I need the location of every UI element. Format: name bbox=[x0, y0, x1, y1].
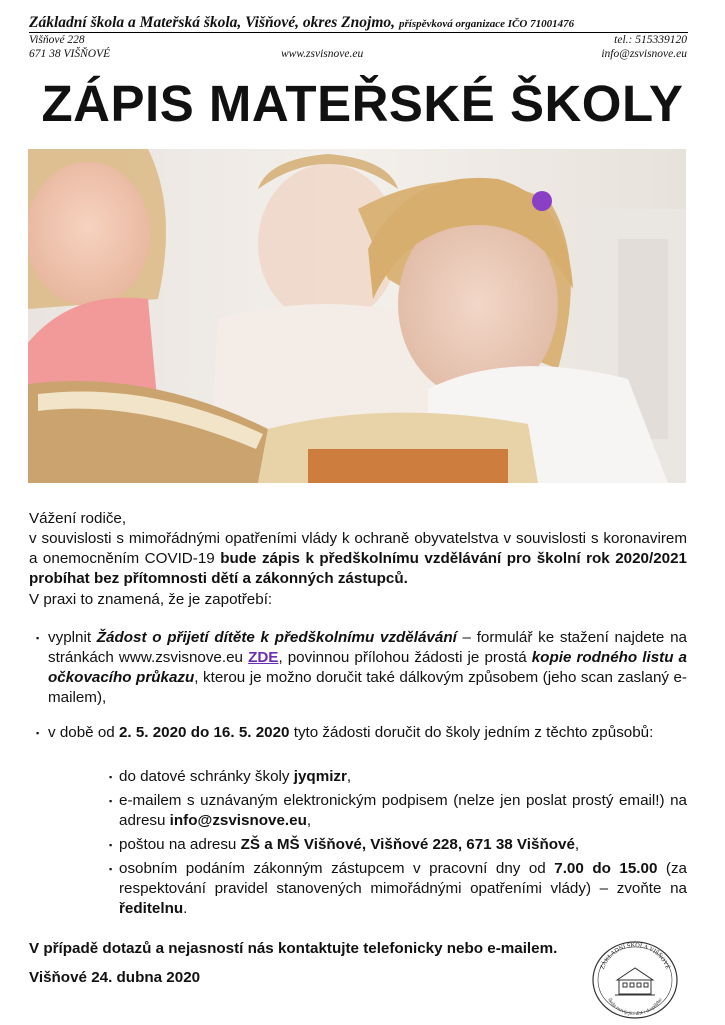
bullet-marker: ▪ bbox=[36, 633, 40, 643]
school-name bbox=[29, 14, 574, 32]
method4-text: osobním podáním zákonným zástupcem v pracovní dny od bbox=[119, 860, 555, 877]
address-line-1: Višňové 228 bbox=[29, 34, 85, 46]
practice-line bbox=[29, 590, 687, 610]
method-data-box bbox=[109, 767, 687, 787]
method4-text-2: (za respektování pravidel stanovených mimořádnými opatřeními vlády) – zvoňte na bbox=[119, 860, 687, 897]
phone-number: tel.: 515339120 bbox=[614, 34, 687, 46]
method1-text: do datové schránky školy bbox=[119, 768, 294, 785]
page-title: ZÁPIS MATEŘSKÉ ŠKOLY bbox=[41, 75, 684, 132]
download-link[interactable]: ZDE bbox=[248, 649, 279, 666]
headmaster-office: ředitelnu bbox=[119, 900, 184, 917]
greeting bbox=[29, 509, 687, 529]
bullet2-text-1: v době od bbox=[48, 724, 119, 741]
required-attachment: kopie rodného listu a očkovacího průkazu bbox=[48, 649, 687, 686]
bullet1-text-4: , kterou je možno doručit také dálkovým způsobem (jeho scan zaslaný e-mailem), bbox=[48, 669, 687, 706]
bullet2-text-2: tyto žádosti doručit do školy jedním z těchto způsobů: bbox=[289, 724, 654, 741]
closing-note: V případě dotazů a nejasností nás kontaktujte telefonicky nebo e-mailem. bbox=[29, 940, 558, 957]
method3-text: poštou na adresu bbox=[119, 836, 241, 853]
school-email[interactable]: info@zsvisnove.eu bbox=[169, 812, 307, 829]
intro-bold-text: bude zápis k předškolnímu vzdělávání pro školní rok 2020/2021 probíhat bez přítomnosti dětí a zákonných zástupců. bbox=[29, 550, 687, 587]
method1-end: , bbox=[346, 768, 352, 785]
method-email bbox=[109, 791, 687, 831]
method2-end: , bbox=[306, 812, 312, 829]
place-and-date: Višňové 24. dubna 2020 bbox=[29, 969, 201, 986]
list-item-application-form bbox=[36, 628, 687, 708]
bullet1-text-3: , povinnou přílohou žádosti je prostá bbox=[278, 649, 532, 666]
address-line-2: 671 38 VIŠŇOVÉ bbox=[29, 48, 111, 60]
svg-text:ZÁKLADNÍ ŠKOLA VIŠŇOVÉ bbox=[599, 941, 672, 970]
method-post bbox=[109, 835, 687, 855]
list-item-delivery-period bbox=[36, 723, 687, 743]
bullet-marker: ▪ bbox=[36, 728, 40, 738]
school-stamp bbox=[590, 940, 680, 1020]
organization-type: příspěvková organizace IČO 71001476 bbox=[399, 18, 575, 30]
intro-text: v souvislosti s mimořádnými opatřeními vlády k ochraně obyvatelstva v souvislosti s koronavirem a onemocněním COVID-19 bbox=[29, 530, 687, 567]
postal-address: ZŠ a MŠ Višňové, Višňové 228, 671 38 Višňové bbox=[240, 836, 575, 853]
data-box-id: jyqmizr bbox=[293, 768, 347, 785]
bullet1-text-2: – formulář ke stažení najdete na stránkách www.zsvisnove.eu bbox=[48, 629, 687, 666]
office-hours: 7.00 do 15.00 bbox=[554, 860, 658, 877]
bullet-marker: ▪ bbox=[109, 864, 113, 874]
delivery-period: 2. 5. 2020 do 16. 5. 2020 bbox=[118, 724, 290, 741]
bullet-marker: ▪ bbox=[109, 796, 113, 806]
school-name-text: Základní škola a Mateřská škola, Višňové, okres Znojmo, bbox=[29, 14, 396, 31]
email-link[interactable]: info@zsvisnove.eu bbox=[601, 48, 687, 60]
method2-text: e-mailem s uznávaným elektronickým podpisem (nelze jen poslat prostý email!) na adresu bbox=[119, 792, 687, 829]
bullet-marker: ▪ bbox=[109, 840, 113, 850]
children-reading-photo bbox=[28, 149, 686, 483]
header-divider bbox=[29, 32, 688, 33]
method-in-person bbox=[109, 859, 687, 919]
application-form-name: Žádost o přijetí dítěte k předškolnímu vzdělávání bbox=[96, 629, 457, 646]
greeting-text: Vážení rodiče, bbox=[29, 510, 127, 527]
stamp-top-text: ZÁKLADNÍ ŠKOLA VIŠŇOVÉ bbox=[598, 941, 672, 971]
website-link[interactable]: www.zsvisnove.eu bbox=[281, 48, 364, 60]
intro-paragraph bbox=[29, 529, 687, 589]
stamp-bottom-text: škola rozvíjející dítě i dospělého bbox=[606, 997, 664, 1018]
practice-text: V praxi to znamená, že je zapotřebí: bbox=[29, 591, 273, 608]
method4-end: . bbox=[183, 900, 188, 917]
school-building-icon bbox=[615, 968, 655, 995]
bullet-marker: ▪ bbox=[109, 772, 113, 782]
method3-end: , bbox=[574, 836, 580, 853]
bullet1-text-1: vyplnit bbox=[48, 629, 97, 646]
